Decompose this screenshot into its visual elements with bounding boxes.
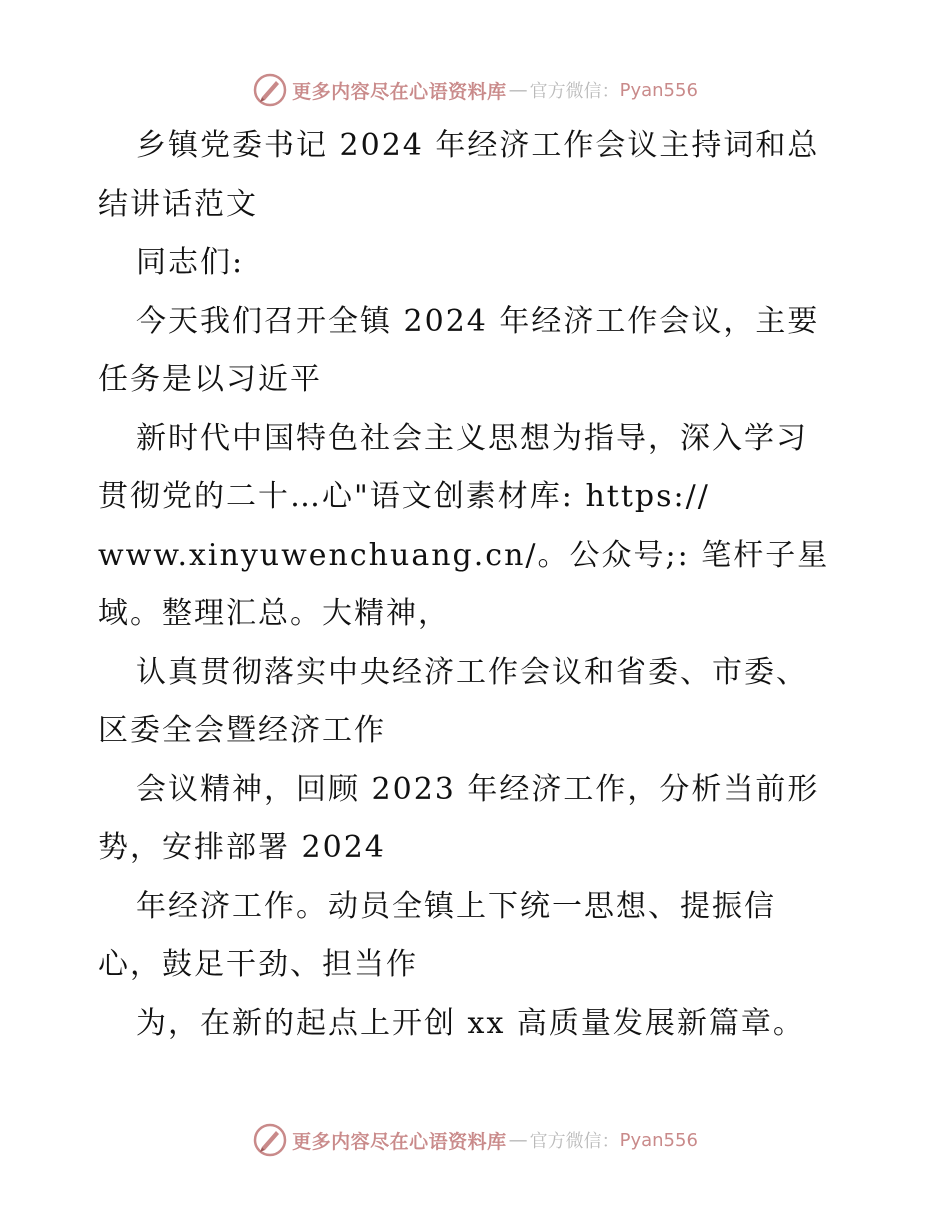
document-body <box>98 117 858 1053</box>
paragraph-line: 域。整理汇总。大精神， <box>98 596 450 631</box>
watermark-main-text: 更多内容尽在心语资料库 <box>292 80 507 103</box>
watermark-dash: — <box>508 79 528 101</box>
paragraph-line: 心，鼓足干劲、担当作 <box>98 947 418 982</box>
paragraph-line: 贯彻党的二十…心"语文创素材库: https:// <box>98 479 710 514</box>
watermark-wechat-id: Pyan556 <box>619 79 698 101</box>
footer-watermark <box>0 1120 950 1160</box>
paragraph-line: 为，在新的起点上开创 xx 高质量发展新篇章。 <box>136 1005 805 1041</box>
document-title-line-2: 结讲话范文 <box>98 186 258 222</box>
watermark-official-label: 官方微信： <box>529 81 620 102</box>
watermark-wechat-id: Pyan556 <box>619 1129 698 1151</box>
watermark-main-text: 更多内容尽在心语资料库 <box>292 1130 507 1153</box>
paragraph-line: 今天我们召开全镇 2024 年经济工作会议，主要 <box>136 303 820 339</box>
pen-circle-logo-icon <box>252 1122 288 1158</box>
watermark-dash: — <box>508 1129 528 1151</box>
paragraph-line: 区委全会暨经济工作 <box>98 713 386 748</box>
paragraph-line: 势，安排部署 2024 <box>98 830 386 865</box>
paragraph-line: 认真贯彻落实中央经济工作会议和省委、市委、 <box>136 654 808 690</box>
watermark-official-label: 官方微信： <box>529 1131 620 1152</box>
paragraph-line: 会议精神，回顾 2023 年经济工作，分析当前形 <box>136 771 820 807</box>
paragraph-line: 年经济工作。动员全镇上下统一思想、提振信 <box>136 888 776 924</box>
paragraph-line: 任务是以习近平 <box>98 362 322 397</box>
header-watermark <box>0 70 950 110</box>
pen-circle-logo-icon <box>252 72 288 108</box>
paragraph-line: www.xinyuwenchuang.cn/。公众号;: 笔杆子星 <box>98 537 830 573</box>
document-title-line-1: 乡镇党委书记 2024 年经济工作会议主持词和总 <box>136 128 820 163</box>
paragraph-line: 新时代中国特色社会主义思想为指导，深入学习 <box>136 420 808 456</box>
salutation: 同志们: <box>136 245 245 280</box>
